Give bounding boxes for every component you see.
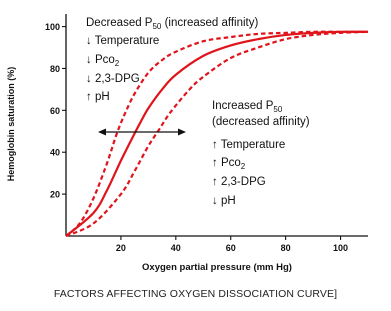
y-axis-label: Hemoglobin saturation (%)	[6, 66, 16, 182]
left-annotation-line-5: ↑ pH	[86, 91, 110, 103]
x-tick-label: 80	[280, 243, 291, 253]
x-tick-label: 40	[170, 243, 181, 253]
figure-caption: FACTORS AFFECTING OXYGEN DISSOCIATION CURVE]	[53, 288, 338, 300]
left-annotation-line-3: ↓ Pco$_2$	[86, 54, 120, 68]
y-tick-label: 60	[49, 105, 60, 116]
y-tick-label: 80	[49, 63, 60, 74]
y-tick-label: 20	[49, 189, 60, 200]
left-annotation-line-1: Decreased $P_{50}$ (increased affinity)	[86, 17, 259, 31]
right-annotation-line-2: (decreased affinity)	[212, 116, 310, 128]
chart-axes	[45, 14, 368, 253]
x-axis-label: Oxygen partial pressure (mm Hg)	[142, 262, 292, 273]
left-annotation-line-4: ↓ 2,3-DPG	[86, 73, 140, 85]
right-annotation-line-5: ↑ 2,3-DPG	[212, 176, 266, 188]
arrow-left-head	[98, 129, 106, 136]
right-annotation-line-6: ↓ pH	[212, 195, 236, 207]
right-annotation-line-3: ↑ Temperature	[212, 139, 286, 151]
x-tick-label: 60	[225, 243, 236, 253]
right-annotation-line-4: ↑ Pco$_2$	[212, 157, 246, 171]
arrow-right-head	[178, 129, 186, 136]
right-annotation-line-1: Increased $P_{50}$	[212, 100, 283, 114]
shift-arrows	[98, 129, 186, 136]
left-annotation-line-2: ↓ Temperature	[86, 35, 160, 47]
y-tick-label: 40	[49, 147, 60, 158]
x-tick-label: 20	[115, 243, 126, 253]
annotations	[86, 17, 310, 207]
y-tick-label: 100	[44, 22, 60, 33]
x-tick-label: 100	[333, 243, 349, 253]
